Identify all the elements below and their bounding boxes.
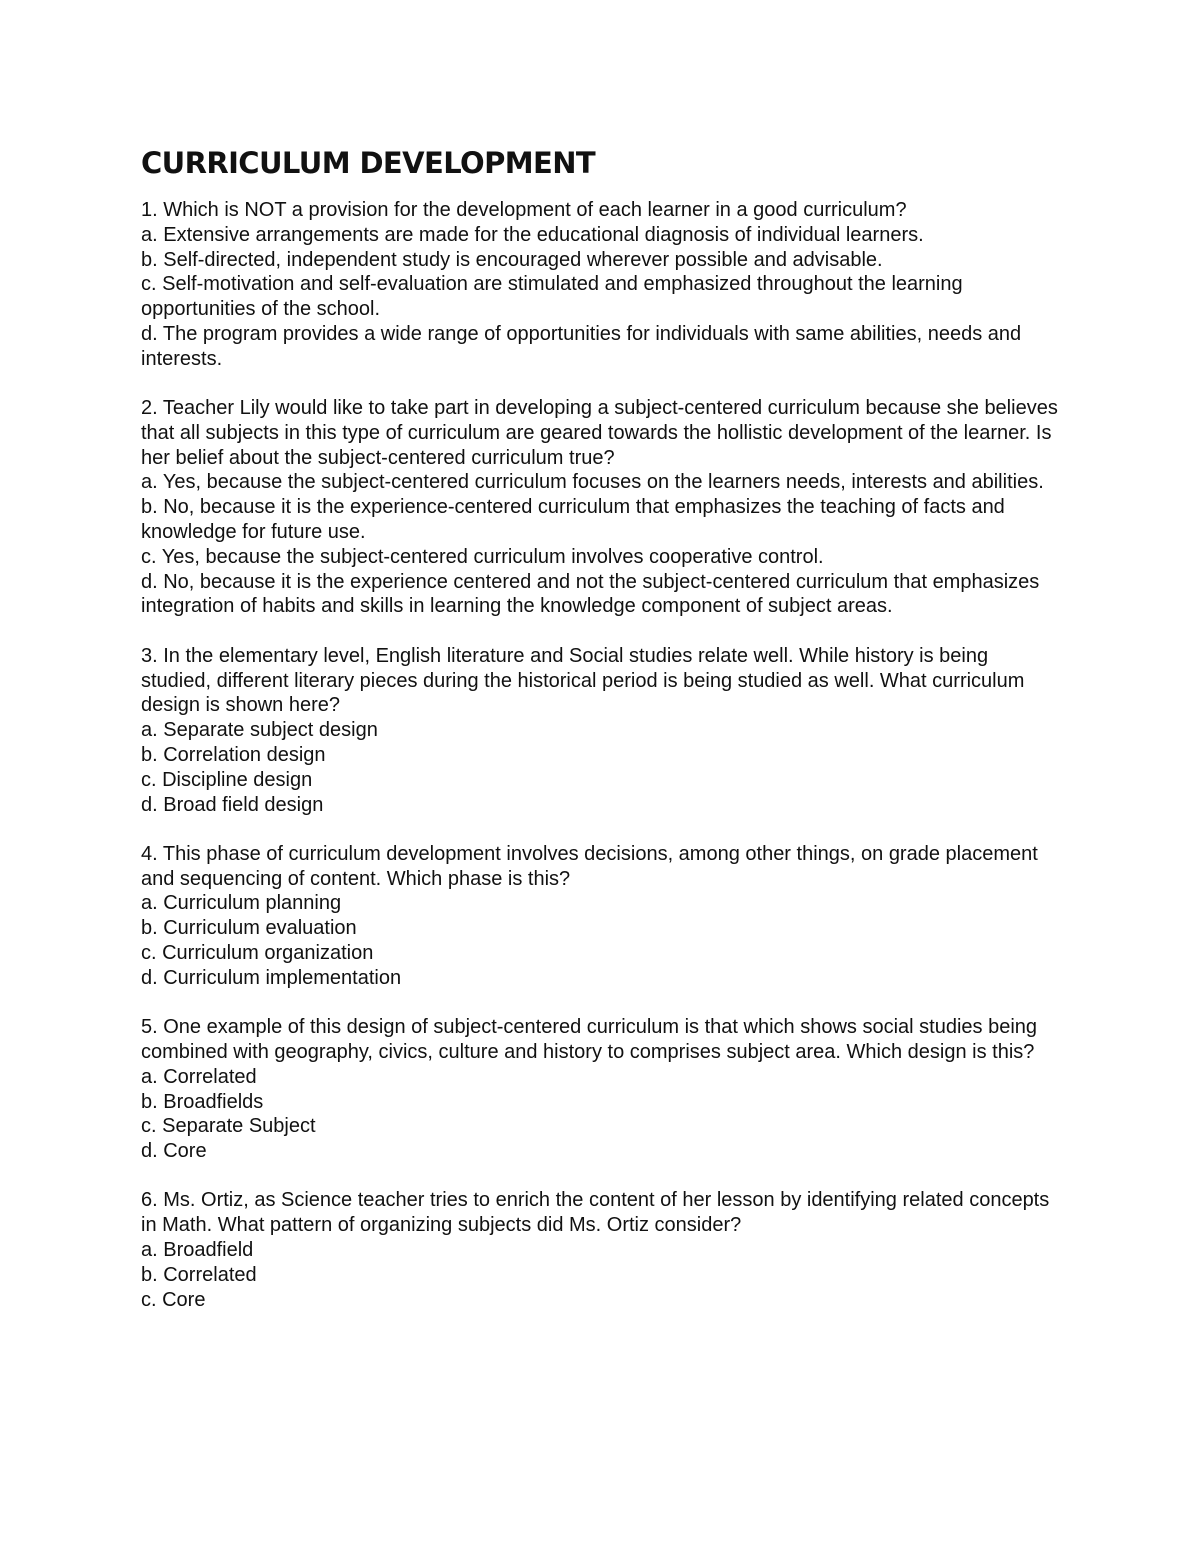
answer-option: c. Core bbox=[141, 1288, 206, 1311]
answer-option: a. Separate subject design bbox=[141, 719, 378, 742]
question-5 bbox=[141, 1015, 1061, 1164]
answer-option: b. Curriculum evaluation bbox=[141, 917, 357, 940]
question-text: 6. Ms. Ortiz, as Science teacher tries to enrich the content of her lesson by identifying related concepts in Math. What pattern of organizing subjects did Ms. Ortiz consider? bbox=[141, 1189, 1050, 1237]
answer-option: c. Curriculum organization bbox=[141, 942, 374, 965]
answer-option: a. Curriculum planning bbox=[141, 892, 342, 915]
question-text: 2. Teacher Lily would like to take part in developing a subject-centered curriculum because she believes that all subjects in this type of curriculum are geared towards the hollistic development of the learner. Is her belief about the subject-centered curriculum true? bbox=[141, 397, 1058, 469]
question-6 bbox=[141, 1188, 1061, 1312]
answer-option: c. Self-motivation and self-evaluation are stimulated and emphasized throughout the learning opportunities of the school. bbox=[141, 273, 963, 321]
answer-option: b. Broadfields bbox=[141, 1090, 264, 1113]
question-1 bbox=[141, 198, 1061, 372]
question-4 bbox=[141, 842, 1061, 991]
answer-option: b. Correlated bbox=[141, 1263, 257, 1286]
answer-option: b. Self-directed, independent study is encouraged wherever possible and advisable. bbox=[141, 248, 883, 271]
document-page bbox=[141, 140, 1061, 1337]
question-text: 5. One example of this design of subject-centered curriculum is that which shows social studies being combined with geography, civics, culture and history to comprises subject area. Which design is this? bbox=[141, 1016, 1038, 1063]
answer-option: d. Broad field design bbox=[141, 793, 324, 816]
answer-option: a. Extensive arrangements are made for the educational diagnosis of individual learners. bbox=[141, 223, 924, 246]
answer-option: b. Correlation design bbox=[141, 743, 326, 766]
answer-option: c. Separate Subject bbox=[141, 1115, 316, 1138]
answer-option: c. Discipline design bbox=[141, 768, 313, 791]
document-title: CURRICULUM DEVELOPMENT bbox=[141, 146, 596, 180]
question-text: 1. Which is NOT a provision for the development of each learner in a good curriculum? bbox=[141, 199, 907, 221]
question-text: 4. This phase of curriculum development involves decisions, among other things, on grade placement and sequencing of content. Which phase is this? bbox=[141, 842, 1038, 890]
answer-option: a. Broadfield bbox=[141, 1238, 254, 1261]
answer-option: d. The program provides a wide range of opportunities for individuals with same abilities, needs and interests. bbox=[141, 322, 1022, 370]
question-2 bbox=[141, 396, 1061, 619]
answer-option: d. Core bbox=[141, 1140, 207, 1163]
answer-option: d. Curriculum implementation bbox=[141, 966, 402, 989]
answer-option: a. Correlated bbox=[141, 1065, 257, 1088]
answer-option: c. Yes, because the subject-centered curriculum involves cooperative control. bbox=[141, 545, 824, 568]
answer-option: a. Yes, because the subject-centered curriculum focuses on the learners needs, interests and abilities. bbox=[141, 471, 1044, 494]
answer-option: b. No, because it is the experience-centered curriculum that emphasizes the teaching of facts and knowledge for future use. bbox=[141, 496, 1005, 544]
question-text: 3. In the elementary level, English literature and Social studies relate well. While history is being studied, different literary pieces during the historical period is being studied as well. What curriculum design is shown here? bbox=[141, 644, 1025, 717]
question-3 bbox=[141, 644, 1061, 818]
answer-option: d. No, because it is the experience centered and not the subject-centered curriculum that emphasizes integration of habits and skills in learning the knowledge component of subject areas. bbox=[141, 570, 1040, 618]
